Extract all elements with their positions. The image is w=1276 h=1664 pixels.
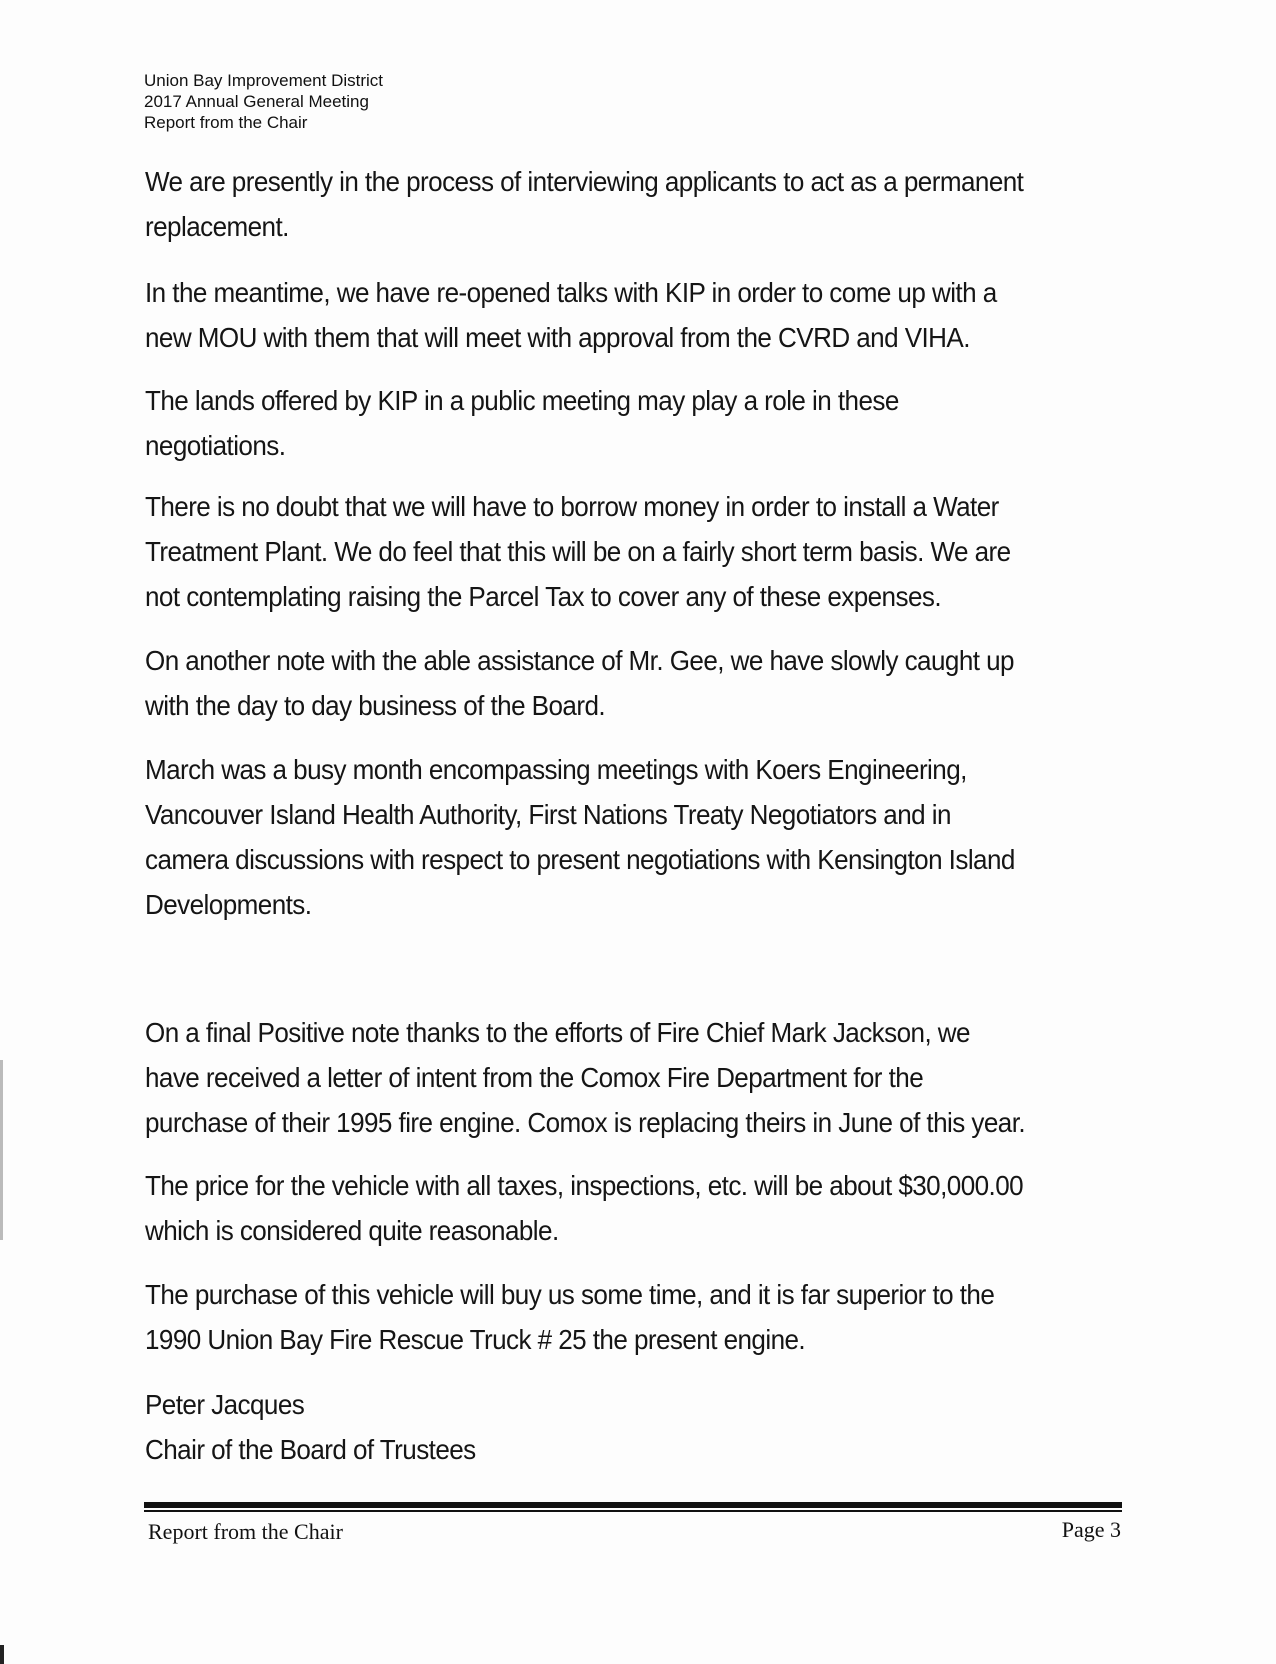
- header-report-title: Report from the Chair: [144, 113, 308, 132]
- scan-edge-mark: [0, 1060, 3, 1240]
- paragraph-line: Treatment Plant. We do feel that this will be on a fairly short term basis. We are: [145, 536, 1011, 567]
- paragraph-line: 1990 Union Bay Fire Rescue Truck # 25 the present engine.: [145, 1324, 806, 1355]
- paragraph-line: On another note with the able assistance of Mr. Gee, we have slowly caught up: [145, 645, 1014, 676]
- paragraph-line: The lands offered by KIP in a public meeting may play a role in these: [145, 385, 899, 416]
- paragraph-line: purchase of their 1995 fire engine. Comox is replacing theirs in June of this year.: [145, 1107, 1026, 1138]
- footer-rule-thick: [144, 1502, 1122, 1508]
- scan-corner-mark: [0, 1645, 4, 1664]
- paragraph-line: We are presently in the process of interviewing applicants to act as a permanent: [145, 166, 1024, 197]
- paragraph-line: Developments.: [145, 889, 312, 920]
- paragraph-line: have received a letter of intent from the Comox Fire Department for the: [145, 1062, 924, 1093]
- paragraph-line: replacement.: [145, 211, 289, 242]
- paragraph-line: The purchase of this vehicle will buy us some time, and it is far superior to the: [145, 1279, 995, 1310]
- footer-page-number: Page 3: [1061, 1517, 1121, 1542]
- paragraph-line: negotiations.: [145, 430, 286, 461]
- paragraph-line: Vancouver Island Health Authority, First Nations Treaty Negotiators and in: [145, 799, 951, 830]
- paragraph-1: [145, 159, 1103, 249]
- paragraph-line: not contemplating raising the Parcel Tax to cover any of these expenses.: [145, 581, 942, 612]
- paragraph-line: March was a busy month encompassing meetings with Koers Engineering,: [145, 754, 967, 785]
- footer-rule-thin: [144, 1510, 1122, 1512]
- paragraph-line: There is no doubt that we will have to borrow money in order to install a Water: [145, 491, 999, 522]
- paragraph-5: [145, 638, 1103, 728]
- header-meeting: 2017 Annual General Meeting: [144, 92, 369, 111]
- paragraph-line: new MOU with them that will meet with approval from the CVRD and VIHA.: [145, 322, 970, 353]
- paragraph-line: camera discussions with respect to present negotiations with Kensington Island: [145, 844, 1015, 875]
- footer-report-title: Report from the Chair: [148, 1519, 343, 1544]
- paragraph-8: [145, 1163, 1103, 1253]
- paragraph-line: The price for the vehicle with all taxes, inspections, etc. will be about $30,000.00: [145, 1170, 1024, 1201]
- paragraph-3: [145, 378, 1103, 468]
- signature-name: Peter Jacques: [145, 1389, 305, 1420]
- header-organization: Union Bay Improvement District: [144, 71, 384, 90]
- paragraph-9: [145, 1272, 1103, 1362]
- paragraph-line: which is considered quite reasonable.: [145, 1215, 559, 1246]
- paragraph-2: [145, 270, 1103, 360]
- paragraph-line: with the day to day business of the Board.: [145, 690, 606, 721]
- paragraph-line: On a final Positive note thanks to the efforts of Fire Chief Mark Jackson, we: [145, 1017, 970, 1048]
- paragraph-7: [145, 1010, 1103, 1145]
- signature-block: [145, 1382, 1103, 1472]
- paragraph-4: [145, 484, 1103, 619]
- signature-title: Chair of the Board of Trustees: [145, 1434, 476, 1465]
- document-header: [144, 70, 383, 133]
- paragraph-6: [145, 747, 1103, 927]
- paragraph-line: In the meantime, we have re-opened talks with KIP in order to come up with a: [145, 277, 997, 308]
